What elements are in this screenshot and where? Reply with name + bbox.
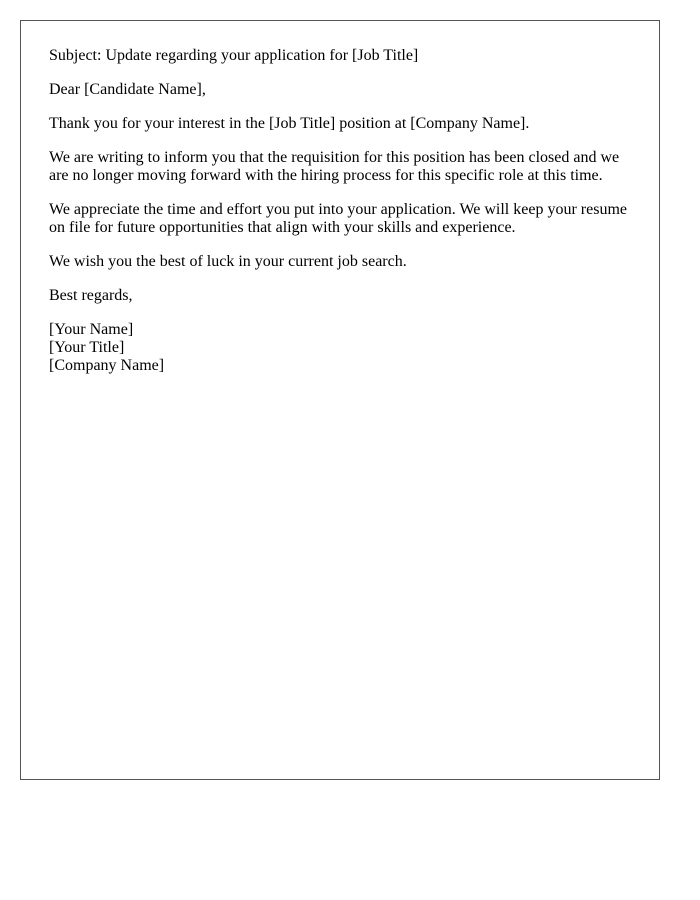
letter-paragraph: Thank you for your interest in the [Job Title] position at [Company Name]. <box>49 115 530 132</box>
signature-name: [Your Name] <box>49 321 134 338</box>
signature-title: [Your Title] <box>49 339 125 356</box>
letter-paragraph: We appreciate the time and effort you put into your application. We will keep your resume on file for future opportunities that align with your skills and experience. <box>49 201 627 236</box>
letter-paragraph: We are writing to inform you that the requisition for this position has been closed and we are no longer moving forward with the hiring process for this specific role at this time. <box>49 149 620 184</box>
signature-company: [Company Name] <box>49 357 165 374</box>
letter-closing: Best regards, <box>49 287 133 304</box>
letter-paragraph: We wish you the best of luck in your current job search. <box>49 253 407 270</box>
letter-greeting: Dear [Candidate Name], <box>49 81 206 98</box>
letter-subject: Subject: Update regarding your application for [Job Title] <box>49 47 419 64</box>
letter-signature <box>49 321 631 375</box>
letter-page <box>20 20 660 780</box>
